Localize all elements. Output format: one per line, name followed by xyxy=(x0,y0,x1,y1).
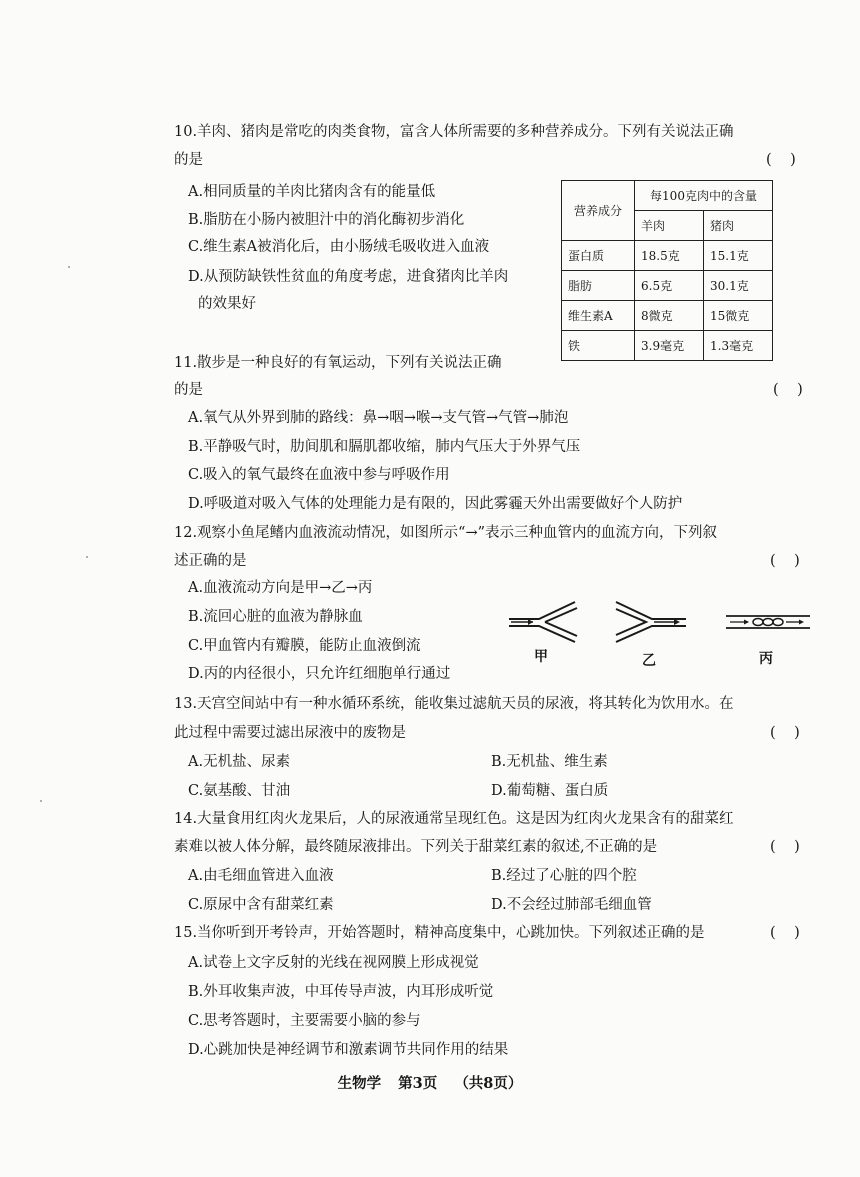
q11-option-c: C.吸入的氧气最终在血液中参与呼吸作用 xyxy=(188,467,450,483)
label-jia: 甲 xyxy=(534,649,548,665)
table-col-header: 营养成分 xyxy=(562,181,635,241)
q10-option-d: D.从预防缺铁性贫血的角度考虑，进食猪肉比羊肉 xyxy=(188,269,509,285)
q14-option-d: D.不会经过肺部毛细血管 xyxy=(491,897,652,913)
q15-answer-paren: ( ) xyxy=(770,925,800,941)
q10-answer-paren: ( ) xyxy=(766,152,796,168)
table-cell-mutton: 8微克 xyxy=(635,301,704,331)
table-subheader-pork: 猪肉 xyxy=(704,211,773,241)
table-cell-mutton: 18.5克 xyxy=(635,241,704,271)
q15-option-a: A.试卷上文字反射的光线在视网膜上形成视觉 xyxy=(188,955,479,971)
footer-page-number: 第3页 xyxy=(398,1075,438,1092)
table-group-header: 每100克肉中的含量 xyxy=(635,181,773,211)
scan-speck xyxy=(40,800,42,802)
table-cell-pork: 1.3毫克 xyxy=(704,331,773,361)
q13-answer-paren: ( ) xyxy=(770,725,800,741)
vessel-bing-diagram xyxy=(722,608,814,636)
q11-answer-paren: ( ) xyxy=(773,382,803,398)
q12-stem-line1: 12.观察小鱼尾鳍内血液流动情况，如图所示“→”表示三种血管内的血流方向，下列叙 xyxy=(174,525,718,541)
q10-option-b: B.脂肪在小肠内被胆汁中的消化酶初步消化 xyxy=(188,212,465,228)
table-cell-name: 维生素A xyxy=(562,301,635,331)
q12-option-d: D.丙的内径很小，只允许红细胞单行通过 xyxy=(188,666,451,682)
table-subheader-mutton: 羊肉 xyxy=(635,211,704,241)
q12-option-b: B.流回心脏的血液为静脉血 xyxy=(188,609,363,625)
q11-option-b: B.平静吸气时，肋间肌和膈肌都收缩，肺内气压大于外界气压 xyxy=(188,439,581,455)
table-cell-name: 脂肪 xyxy=(562,271,635,301)
q13-option-a: A.无机盐、尿素 xyxy=(188,754,291,770)
q14-option-a: A.由毛细血管进入血液 xyxy=(188,868,334,884)
q13-option-b: B.无机盐、维生素 xyxy=(491,754,608,770)
q13-option-c: C.氨基酸、甘油 xyxy=(188,783,291,799)
vessel-yi-diagram xyxy=(610,600,690,644)
table-cell-mutton: 3.9毫克 xyxy=(635,331,704,361)
q12-stem-line2: 述正确的是 xyxy=(174,553,247,569)
q14-stem-line1: 14.大量食用红肉火龙果后，人的尿液通常呈现红色。这是因为红肉火龙果含有的甜菜红 xyxy=(174,811,734,827)
q12-option-c: C.甲血管内有瓣膜，能防止血液倒流 xyxy=(188,638,421,654)
page-footer xyxy=(0,1072,860,1093)
q11-option-d: D.呼吸道对吸入气体的处理能力是有限的，因此雾霾天外出需要做好个人防护 xyxy=(188,496,683,512)
footer-total-pages: （共8页） xyxy=(454,1075,523,1092)
q11-stem-line1: 11.散步是一种良好的有氧运动，下列有关说法正确 xyxy=(174,355,502,371)
table-cell-mutton: 6.5克 xyxy=(635,271,704,301)
scan-speck xyxy=(68,266,70,268)
table-cell-pork: 30.1克 xyxy=(704,271,773,301)
q15-stem-line1: 15.当你听到开考铃声，开始答题时，精神高度集中，心跳加快。下列叙述正确的是 xyxy=(174,925,705,941)
table-row xyxy=(562,241,773,271)
table-cell-name: 蛋白质 xyxy=(562,241,635,271)
table-cell-pork: 15微克 xyxy=(704,301,773,331)
nutrition-table xyxy=(561,180,773,361)
q10-option-c: C.维生素A被消化后，由小肠绒毛吸收进入血液 xyxy=(188,239,490,255)
q14-option-b: B.经过了心脏的四个腔 xyxy=(491,868,637,884)
q15-option-c: C.思考答题时，主要需要小脑的参与 xyxy=(188,1013,421,1029)
table-row xyxy=(562,301,773,331)
scan-speck xyxy=(86,556,88,558)
q14-option-c: C.原尿中含有甜菜红素 xyxy=(188,897,334,913)
label-yi: 乙 xyxy=(642,653,656,669)
q12-option-a: A.血液流动方向是甲→乙→丙 xyxy=(188,580,373,596)
q10-stem-line2: 的是 xyxy=(174,152,203,168)
q14-answer-paren: ( ) xyxy=(770,839,800,855)
table-row xyxy=(562,271,773,301)
q10-option-d-cont: 的效果好 xyxy=(198,296,256,312)
q10-option-a: A.相同质量的羊肉比猪肉含有的能量低 xyxy=(188,184,436,200)
table-cell-name: 铁 xyxy=(562,331,635,361)
q12-answer-paren: ( ) xyxy=(770,553,800,569)
q15-option-b: B.外耳收集声波，中耳传导声波，内耳形成听觉 xyxy=(188,984,494,1000)
table-row xyxy=(562,331,773,361)
vessel-jia-diagram xyxy=(505,600,585,644)
q15-option-d: D.心跳加快是神经调节和激素调节共同作用的结果 xyxy=(188,1042,509,1058)
q11-stem-line2: 的是 xyxy=(174,382,203,398)
label-bing: 丙 xyxy=(759,651,773,667)
q13-stem-line2: 此过程中需要过滤出尿液中的废物是 xyxy=(174,725,406,741)
q11-option-a: A.氧气从外界到肺的路线：鼻→咽→喉→支气管→气管→肺泡 xyxy=(188,410,569,426)
q14-stem-line2: 素难以被人体分解，最终随尿液排出。下列关于甜菜红素的叙述,不正确的是 xyxy=(174,839,658,855)
footer-subject: 生物学 xyxy=(337,1075,382,1092)
q13-option-d: D.葡萄糖、蛋白质 xyxy=(491,783,609,799)
table-cell-pork: 15.1克 xyxy=(704,241,773,271)
q13-stem-line1: 13.天宫空间站中有一种水循环系统，能收集过滤航天员的尿液，将其转化为饮用水。在 xyxy=(174,696,734,712)
q10-stem-line1: 10.羊肉、猪肉是常吃的肉类食物，富含人体所需要的多种营养成分。下列有关说法正确 xyxy=(174,124,734,140)
